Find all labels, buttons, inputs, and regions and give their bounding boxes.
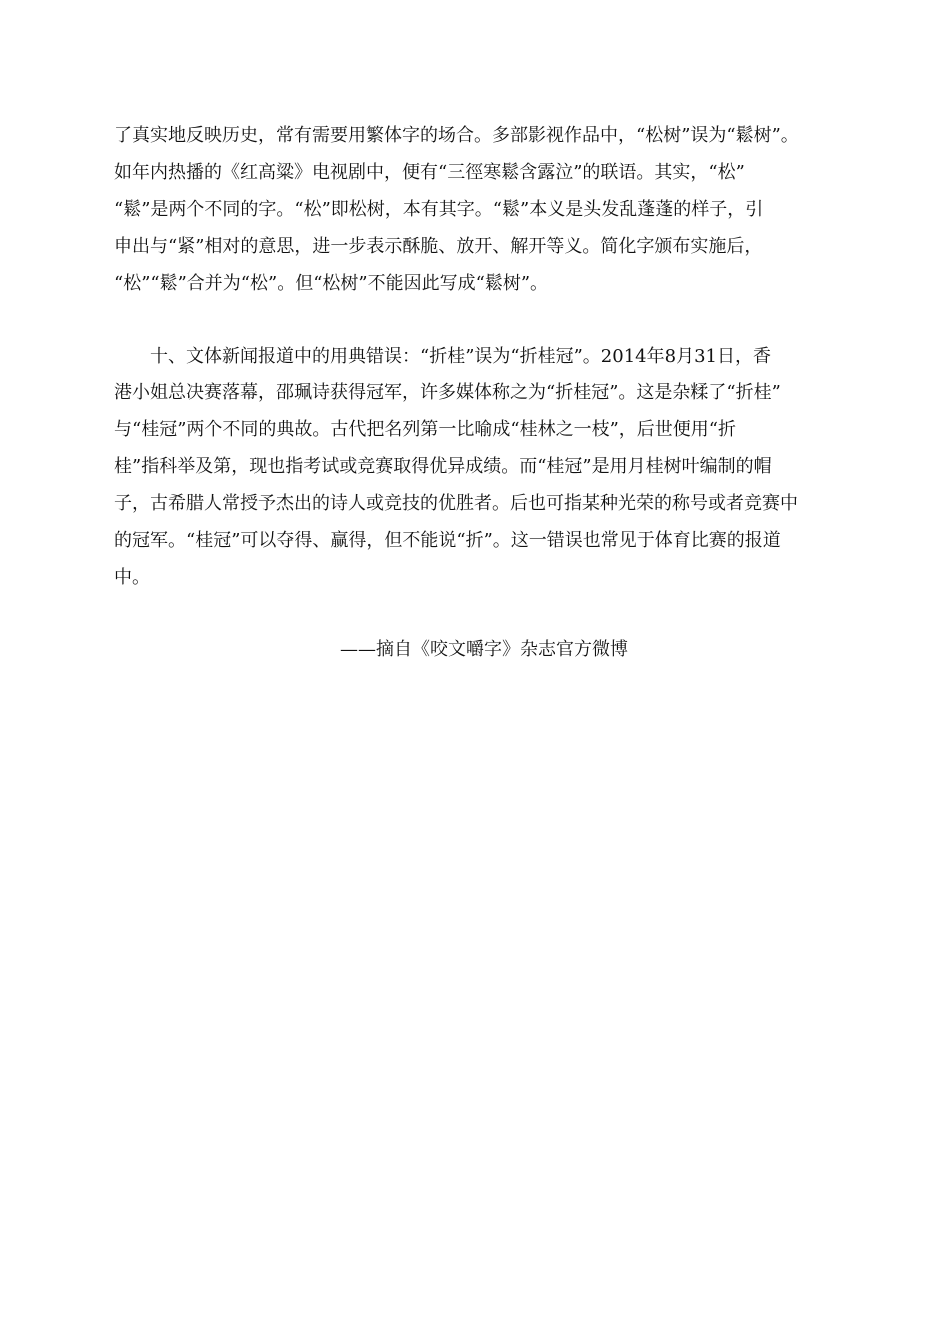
paragraph-2-line-5: 子，古希腊人常授予杰出的诗人或竞技的优胜者。后也可指某种光荣的称号或者竞赛中 <box>114 493 798 514</box>
paragraph-2-line-1: 十、文体新闻报道中的用典错误：“折桂”误为“折桂冠”。2014年8月31日，香 <box>150 346 771 367</box>
paragraph-2-line-6: 的冠军。“桂冠”可以夺得、赢得，但不能说“折”。这一错误也常见于体育比赛的报道 <box>114 530 781 551</box>
paragraph-1-line-3: “鬆”是两个不同的字。“松”即松树，本有其字。“鬆”本义是头发乱蓬蓬的样子，引 <box>114 199 764 220</box>
paragraph-2-line-4: 桂”指科举及第，现也指考试或竞赛取得优异成绩。而“桂冠”是用月桂树叶编制的帽 <box>114 456 772 477</box>
paragraph-2-line-7: 中。 <box>114 567 150 588</box>
source-attribution: ——摘自《咬文嚼字》杂志官方微博 <box>340 639 628 660</box>
paragraph-1-line-2: 如年内热播的《红高粱》电视剧中，便有“三徑寒鬆含露泣”的联语。其实，“松” <box>114 162 745 183</box>
paragraph-1-line-1: 了真实地反映历史，常有需要用繁体字的场合。多部影视作品中，“松树”误为“鬆树”。 <box>114 125 799 146</box>
paragraph-2-line-3: 与“桂冠”两个不同的典故。古代把名列第一比喻成“桂林之一枝”，后世便用“折 <box>114 419 737 440</box>
paragraph-1-line-4: 申出与“紧”相对的意思，进一步表示酥脆、放开、解开等义。简化字颁布实施后， <box>114 236 763 257</box>
paragraph-2-line-2: 港小姐总决赛落幕，邵珮诗获得冠军，许多媒体称之为“折桂冠”。这是杂糅了“折桂” <box>114 382 781 403</box>
paragraph-1-line-5: “松”“鬆”合并为“松”。但“松树”不能因此写成“鬆树”。 <box>114 273 549 294</box>
